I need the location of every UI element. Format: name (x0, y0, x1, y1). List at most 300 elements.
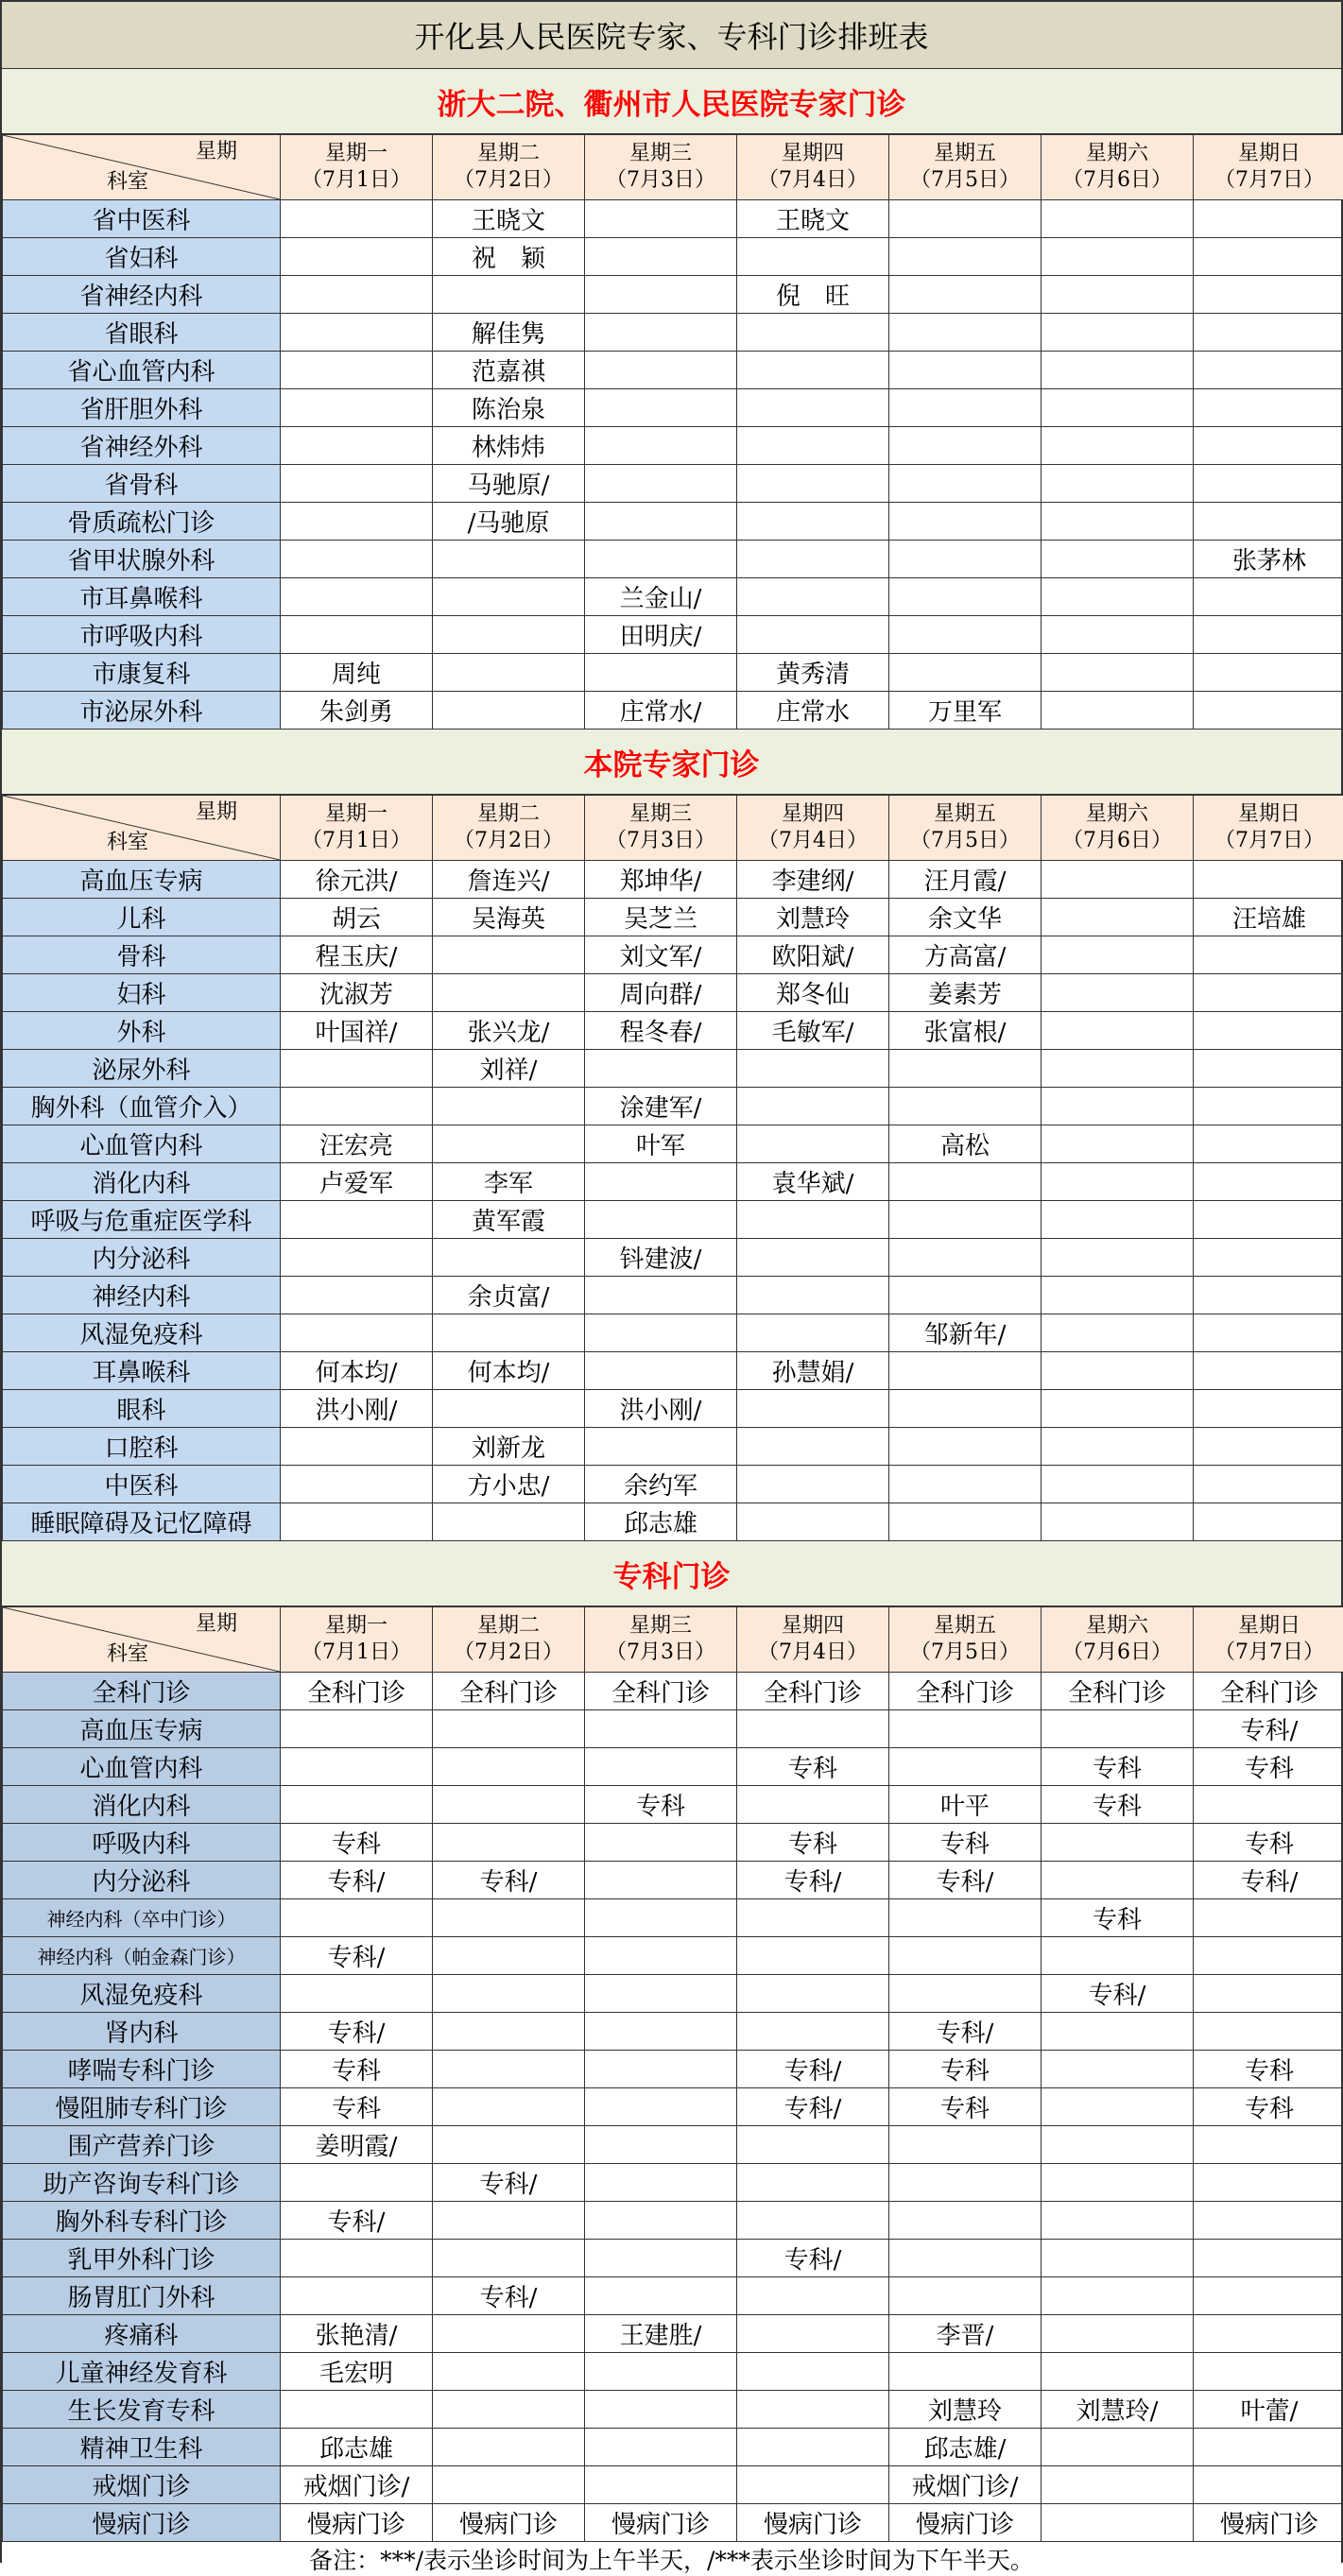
schedule-cell (433, 1390, 585, 1428)
schedule-cell: 洪小刚/ (585, 1390, 737, 1428)
schedule-cell (737, 2277, 889, 2315)
schedule-cell: 张茅林 (1194, 541, 1343, 578)
schedule-cell (889, 1277, 1042, 1314)
schedule-cell (1042, 1314, 1194, 1352)
section-title: 专科门诊 (2, 1541, 1341, 1606)
schedule-cell (1194, 1503, 1343, 1541)
schedule-cell (889, 1239, 1042, 1277)
department-cell: 乳甲外科门诊 (3, 2240, 281, 2277)
schedule-cell (585, 1314, 737, 1352)
schedule-cell: 刘文军/ (585, 936, 737, 974)
table-row (3, 2315, 1343, 2353)
day-header (889, 135, 1042, 200)
schedule-cell (433, 1503, 585, 1541)
department-cell: 儿科 (3, 899, 281, 936)
schedule-cell: 专科 (889, 2051, 1042, 2088)
schedule-cell (433, 2240, 585, 2277)
schedule-cell (585, 1201, 737, 1239)
week-label: 星期 (196, 799, 237, 826)
schedule-cell (585, 200, 737, 238)
schedule-cell (889, 465, 1042, 503)
table-row (3, 541, 1343, 578)
department-cell: 围产营养门诊 (3, 2126, 281, 2164)
schedule-cell (1042, 1239, 1194, 1277)
dept-label: 科室 (107, 830, 148, 856)
department-cell: 呼吸与危重症医学科 (3, 1201, 281, 1239)
schedule-cell (1042, 2504, 1194, 2542)
schedule-cell (1194, 2466, 1343, 2504)
schedule-cell: 刘慧玲 (737, 899, 889, 936)
schedule-cell (433, 1088, 585, 1125)
schedule-cell (1042, 1862, 1194, 1899)
day-header (1194, 135, 1343, 200)
schedule-cell: 汪培雄 (1194, 899, 1343, 936)
schedule-cell (1194, 1428, 1343, 1466)
schedule-cell (585, 2240, 737, 2277)
day-date: （7月3日） (585, 1640, 736, 1666)
schedule-cell (433, 1786, 585, 1824)
schedule-cell (281, 1088, 433, 1125)
schedule-cell (1194, 352, 1343, 389)
day-date: （7月3日） (585, 828, 736, 854)
table-row (3, 1163, 1343, 1201)
schedule-cell: 专科/ (433, 1862, 585, 1899)
day-name: 星期日 (1194, 1613, 1343, 1640)
schedule-cell: 专科 (281, 1824, 433, 1862)
schedule-cell: 王建胜/ (585, 2315, 737, 2353)
schedule-cell (433, 654, 585, 692)
schedule-cell: 欧阳斌/ (737, 936, 889, 974)
schedule-cell (281, 1466, 433, 1503)
schedule-cell (281, 1748, 433, 1786)
schedule-cell: 程玉庆/ (281, 936, 433, 974)
table-row (3, 1710, 1343, 1748)
schedule-cell: 全科门诊 (737, 1673, 889, 1710)
schedule-cell (737, 1239, 889, 1277)
table-row (3, 2051, 1343, 2088)
schedule-cell (1042, 1201, 1194, 1239)
schedule-cell: 专科/ (433, 2164, 585, 2202)
day-date: （7月1日） (281, 828, 432, 854)
schedule-cell (1194, 1201, 1343, 1239)
schedule-cell (281, 616, 433, 654)
table-row (3, 503, 1343, 541)
schedule-cell: 李建纲/ (737, 861, 889, 899)
schedule-cell (1194, 200, 1343, 238)
day-name: 星期一 (281, 1613, 432, 1640)
department-cell: 风湿免疫科 (3, 1975, 281, 2013)
table-row (3, 1786, 1343, 1824)
department-cell: 省骨科 (3, 465, 281, 503)
schedule-cell: 慢病门诊 (281, 2504, 433, 2542)
day-date: （7月1日） (281, 167, 432, 194)
schedule-cell (1042, 1824, 1194, 1862)
schedule-cell (1042, 2126, 1194, 2164)
department-cell: 全科门诊 (3, 1673, 281, 1710)
table-row (3, 1277, 1343, 1314)
department-cell: 神经内科（卒中门诊） (3, 1899, 281, 1937)
schedule-cell (1042, 899, 1194, 936)
schedule-cell (889, 1937, 1042, 1975)
day-name: 星期二 (433, 1613, 584, 1640)
schedule-cell (585, 352, 737, 389)
schedule-cell (585, 465, 737, 503)
table-row (3, 2466, 1343, 2504)
schedule-cell: 汪月霞/ (889, 861, 1042, 899)
schedule-cell: 黄秀清 (737, 654, 889, 692)
page-title: 开化县人民医院专家、专科门诊排班表 (2, 2, 1341, 69)
schedule-cell: 专科/ (281, 1937, 433, 1975)
schedule-cell (281, 427, 433, 465)
schedule-cell (1042, 2164, 1194, 2202)
schedule-cell (889, 200, 1042, 238)
schedule-cell (585, 2164, 737, 2202)
schedule-cell (281, 2391, 433, 2429)
schedule-cell (737, 2429, 889, 2466)
day-header (1042, 796, 1194, 861)
schedule-cell (1194, 1277, 1343, 1314)
schedule-cell (889, 541, 1042, 578)
schedule-cell (281, 1975, 433, 2013)
schedule-cell (1194, 1937, 1343, 1975)
department-cell: 眼科 (3, 1390, 281, 1428)
footnote: 备注：***/表示坐诊时间为上午半天，/***表示坐诊时间为下午半天。 (2, 2542, 1341, 2576)
schedule-cell (433, 974, 585, 1012)
schedule-cell (1042, 2429, 1194, 2466)
day-name: 星期三 (585, 1613, 736, 1640)
schedule-cell: 叶蕾/ (1194, 2391, 1343, 2429)
schedule-cell: 专科 (281, 2051, 433, 2088)
schedule-cell (1194, 861, 1343, 899)
schedule-cell (1042, 200, 1194, 238)
schedule-cell: 专科/ (737, 2240, 889, 2277)
schedule-cell (1194, 1899, 1343, 1937)
schedule-cell: 刘慧玲/ (1042, 2391, 1194, 2429)
table-row (3, 1088, 1343, 1125)
schedule-cell (1042, 2315, 1194, 2353)
schedule-cell (585, 1428, 737, 1466)
schedule-cell: 刘祥/ (433, 1050, 585, 1088)
schedule-cell: 何本均/ (433, 1352, 585, 1390)
schedule-cell: 邹新年/ (889, 1314, 1042, 1352)
table-row (3, 2277, 1343, 2315)
department-cell: 肾内科 (3, 2013, 281, 2051)
schedule-cell (1042, 352, 1194, 389)
sections-container (2, 69, 1341, 2542)
schedule-cell (1042, 541, 1194, 578)
department-cell: 泌尿外科 (3, 1050, 281, 1088)
day-name: 星期二 (433, 141, 584, 167)
day-date: （7月1日） (281, 1640, 432, 1666)
table-row (3, 314, 1343, 352)
day-header (737, 135, 889, 200)
schedule-cell (1194, 2013, 1343, 2051)
schedule-cell (889, 2202, 1042, 2240)
schedule-cell (1042, 2013, 1194, 2051)
schedule-cell: 邱志雄 (281, 2429, 433, 2466)
schedule-cell (433, 2126, 585, 2164)
day-name: 星期四 (737, 141, 888, 167)
day-header (737, 1607, 889, 1673)
schedule-cell (433, 616, 585, 654)
department-cell: 市耳鼻喉科 (3, 578, 281, 616)
schedule-cell (1042, 616, 1194, 654)
schedule-cell: 周向群/ (585, 974, 737, 1012)
schedule-cell: 慢病门诊 (737, 2504, 889, 2542)
schedule-cell (585, 2277, 737, 2315)
day-name: 星期一 (281, 141, 432, 167)
schedule-cell (1194, 1314, 1343, 1352)
table-row (3, 899, 1343, 936)
schedule-cell: 王晓文 (433, 200, 585, 238)
schedule-cell (737, 2126, 889, 2164)
table-row (3, 1201, 1343, 1239)
schedule-cell (889, 1050, 1042, 1088)
schedule-cell (1042, 1163, 1194, 1201)
schedule-cell (1042, 861, 1194, 899)
schedule-cell: 专科 (1194, 2088, 1343, 2126)
department-cell: 省中医科 (3, 200, 281, 238)
schedule-cell: 庄常水 (737, 692, 889, 730)
schedule-cell: 吴海英 (433, 899, 585, 936)
schedule-cell (737, 427, 889, 465)
day-header (281, 1607, 433, 1673)
schedule-cell (889, 2353, 1042, 2391)
schedule-cell (1042, 654, 1194, 692)
schedule-cell: 陈治泉 (433, 389, 585, 427)
schedule-cell: 专科 (1194, 1824, 1343, 1862)
schedule-cell (1042, 503, 1194, 541)
schedule-cell (889, 238, 1042, 276)
schedule-cell (1194, 2429, 1343, 2466)
schedule-cell (1194, 2277, 1343, 2315)
schedule-table (2, 134, 1343, 730)
day-name: 星期一 (281, 801, 432, 828)
day-date: （7月6日） (1042, 1640, 1193, 1666)
table-row (3, 1748, 1343, 1786)
department-cell: 省心血管内科 (3, 352, 281, 389)
schedule-cell (585, 1937, 737, 1975)
schedule-cell (585, 2126, 737, 2164)
schedule-cell (1042, 1125, 1194, 1163)
schedule-cell (433, 2013, 585, 2051)
schedule-cell (1194, 1239, 1343, 1277)
schedule-cell (737, 2013, 889, 2051)
day-date: （7月6日） (1042, 167, 1193, 194)
table-row (3, 1352, 1343, 1390)
schedule-cell: 洪小刚/ (281, 1390, 433, 1428)
schedule-cell (737, 1466, 889, 1503)
table-row (3, 200, 1343, 238)
schedule-cell (585, 1748, 737, 1786)
table-row (3, 1390, 1343, 1428)
schedule-cell (737, 1975, 889, 2013)
schedule-cell (433, 1899, 585, 1937)
schedule-cell: 汪宏亮 (281, 1125, 433, 1163)
table-row (3, 352, 1343, 389)
table-row (3, 2353, 1343, 2391)
table-row (3, 2126, 1343, 2164)
schedule-cell (281, 1201, 433, 1239)
schedule-cell: 毛敏军/ (737, 1012, 889, 1050)
schedule-cell: 张艳清/ (281, 2315, 433, 2353)
schedule-cell (433, 2353, 585, 2391)
schedule-cell: 李晋/ (889, 2315, 1042, 2353)
schedule-cell (1042, 692, 1194, 730)
schedule-cell (281, 314, 433, 352)
department-cell: 戒烟门诊 (3, 2466, 281, 2504)
department-cell: 省妇科 (3, 238, 281, 276)
schedule-cell (1042, 1050, 1194, 1088)
schedule-cell (433, 541, 585, 578)
schedule-cell (1194, 465, 1343, 503)
schedule-cell: 专科/ (1194, 1862, 1343, 1899)
schedule-cell: 全科门诊 (433, 1673, 585, 1710)
day-date: （7月3日） (585, 167, 736, 194)
day-date: （7月5日） (889, 167, 1041, 194)
schedule-cell (1042, 238, 1194, 276)
schedule-cell (737, 2315, 889, 2353)
schedule-cell: 专科 (737, 1824, 889, 1862)
department-cell: 省甲状腺外科 (3, 541, 281, 578)
department-cell: 妇科 (3, 974, 281, 1012)
schedule-cell (737, 1503, 889, 1541)
schedule-cell (737, 1428, 889, 1466)
schedule-cell (737, 1899, 889, 1937)
schedule-cell: 专科/ (281, 2202, 433, 2240)
schedule-cell (585, 503, 737, 541)
schedule-cell: 全科门诊 (585, 1673, 737, 1710)
schedule-cell (889, 427, 1042, 465)
day-header (1194, 796, 1343, 861)
schedule-cell (889, 1390, 1042, 1428)
day-name: 星期日 (1194, 801, 1343, 828)
schedule-cell (737, 1050, 889, 1088)
day-header (433, 135, 585, 200)
schedule-cell (737, 1314, 889, 1352)
day-header (281, 796, 433, 861)
schedule-cell (889, 1503, 1042, 1541)
schedule-cell (281, 578, 433, 616)
department-cell: 慢阻肺专科门诊 (3, 2088, 281, 2126)
department-cell: 内分泌科 (3, 1239, 281, 1277)
schedule-cell: 慢病门诊 (585, 2504, 737, 2542)
schedule-cell (1194, 238, 1343, 276)
day-header (433, 1607, 585, 1673)
schedule-cell (889, 2126, 1042, 2164)
table-row (3, 1428, 1343, 1466)
table-row (3, 1314, 1343, 1352)
department-cell: 胸外科（血管介入） (3, 1088, 281, 1125)
schedule-cell (281, 389, 433, 427)
schedule-cell (1042, 1012, 1194, 1050)
schedule-cell: 郑坤华/ (585, 861, 737, 899)
department-cell: 精神卫生科 (3, 2429, 281, 2466)
schedule-cell: 高松 (889, 1125, 1042, 1163)
table-row (3, 427, 1343, 465)
day-header (889, 796, 1042, 861)
schedule-cell (889, 1710, 1042, 1748)
schedule-cell: 刘新龙 (433, 1428, 585, 1466)
schedule-cell: 倪 旺 (737, 276, 889, 314)
schedule-cell (281, 276, 433, 314)
schedule-cell (889, 2164, 1042, 2202)
schedule-cell: 专科 (281, 2088, 433, 2126)
schedule-cell: 专科 (889, 2088, 1042, 2126)
schedule-cell: 程冬春/ (585, 1012, 737, 1050)
schedule-cell (585, 2391, 737, 2429)
schedule-cell (1194, 974, 1343, 1012)
schedule-cell (889, 616, 1042, 654)
day-date: （7月7日） (1194, 167, 1343, 194)
schedule-cell (585, 1163, 737, 1201)
schedule-cell (1194, 1975, 1343, 2013)
schedule-cell (1194, 1125, 1343, 1163)
schedule-cell (433, 1937, 585, 1975)
department-cell: 高血压专病 (3, 861, 281, 899)
department-cell: 哮喘专科门诊 (3, 2051, 281, 2088)
table-row (3, 1937, 1343, 1975)
department-cell: 省神经外科 (3, 427, 281, 465)
schedule-cell (889, 1899, 1042, 1937)
schedule-cell: 周纯 (281, 654, 433, 692)
day-header (585, 135, 737, 200)
day-name: 星期四 (737, 801, 888, 828)
schedule-cell (737, 1786, 889, 1824)
day-date: （7月2日） (433, 1640, 584, 1666)
schedule-cell (585, 2013, 737, 2051)
schedule-cell (737, 616, 889, 654)
schedule-cell: 刘慧玲 (889, 2391, 1042, 2429)
schedule-cell (1194, 616, 1343, 654)
table-row (3, 1125, 1343, 1163)
schedule-cell (1194, 2240, 1343, 2277)
schedule-cell: 朱剑勇 (281, 692, 433, 730)
schedule-cell (1042, 2240, 1194, 2277)
schedule-cell (585, 2051, 737, 2088)
schedule-cell (1194, 578, 1343, 616)
schedule-cell (737, 352, 889, 389)
day-name: 星期五 (889, 801, 1041, 828)
schedule-cell (1194, 936, 1343, 974)
schedule-cell (585, 314, 737, 352)
day-date: （7月4日） (737, 1640, 888, 1666)
schedule-cell (1194, 427, 1343, 465)
department-cell: 慢病门诊 (3, 2504, 281, 2542)
schedule-cell: 钭建波/ (585, 1239, 737, 1277)
schedule-cell (889, 276, 1042, 314)
schedule-cell (585, 1899, 737, 1937)
table-row (3, 1899, 1343, 1937)
department-cell: 消化内科 (3, 1163, 281, 1201)
schedule-cell (585, 389, 737, 427)
day-date: （7月6日） (1042, 828, 1193, 854)
table-row (3, 2391, 1343, 2429)
schedule-cell: 专科 (1042, 1899, 1194, 1937)
schedule-cell (281, 1239, 433, 1277)
schedule-cell: 范嘉祺 (433, 352, 585, 389)
schedule-cell: 慢病门诊 (1194, 2504, 1343, 2542)
department-cell: 骨质疏松门诊 (3, 503, 281, 541)
schedule-cell: 万里军 (889, 692, 1042, 730)
department-cell: 胸外科专科门诊 (3, 2202, 281, 2240)
schedule-cell (1042, 578, 1194, 616)
schedule-cell: 专科 (737, 1748, 889, 1786)
schedule-cell (889, 389, 1042, 427)
schedule-cell (433, 936, 585, 974)
schedule-cell (737, 578, 889, 616)
schedule-cell: 徐元洪/ (281, 861, 433, 899)
